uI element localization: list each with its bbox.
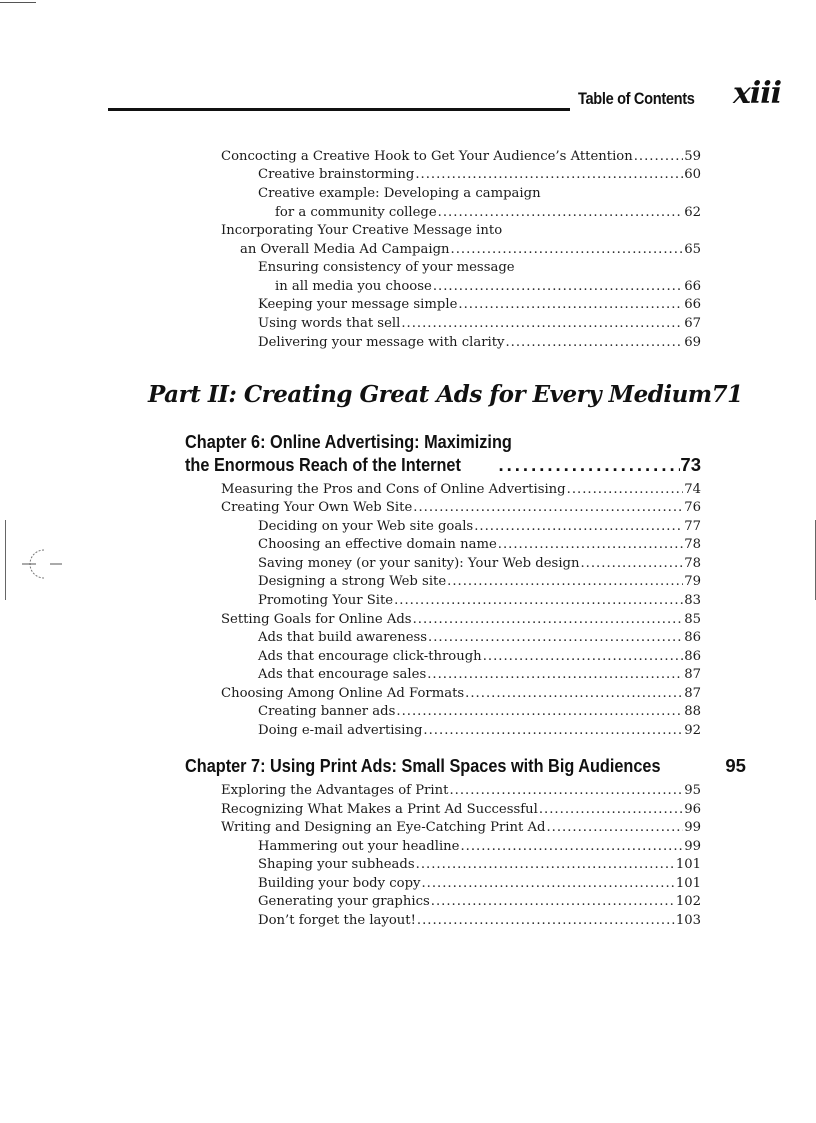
toc-entry-page: 66 — [684, 279, 701, 294]
toc-entry-title: Hammering out your headline — [258, 839, 460, 854]
toc-entry-page: 79 — [684, 574, 701, 589]
toc-entry-page: 67 — [684, 316, 701, 331]
toc-entry-page: 59 — [684, 149, 701, 164]
toc-entry-page: 96 — [684, 802, 701, 817]
toc-entry[interactable] — [258, 334, 701, 352]
toc-entry-page: 60 — [684, 167, 701, 182]
toc-entry-page: 102 — [675, 894, 701, 909]
toc-entry[interactable] — [221, 481, 701, 499]
toc-entry[interactable] — [258, 648, 701, 666]
toc-leader-dots — [421, 875, 674, 893]
chapter-title-line1: Chapter 6: Online Advertising: Maximizing — [185, 431, 512, 452]
toc-leader-dots — [396, 703, 683, 721]
toc-leader-dots — [427, 666, 683, 684]
toc-leader-dots — [413, 611, 684, 629]
toc-entry[interactable] — [258, 573, 701, 591]
chapter-page: 95 — [725, 755, 746, 776]
toc-entry-title: Building your body copy — [258, 876, 421, 891]
toc-entry-page: 99 — [684, 820, 701, 835]
toc-entry-page: 92 — [684, 723, 701, 738]
toc-leader-dots — [499, 453, 681, 476]
toc-entry[interactable] — [221, 222, 502, 240]
toc-entry-title: Exploring the Advantages of Print — [221, 783, 449, 798]
toc-entry[interactable] — [258, 592, 701, 610]
toc-entry[interactable] — [258, 296, 701, 314]
toc-entry[interactable] — [258, 722, 701, 740]
chapter-heading-6[interactable] — [185, 430, 701, 476]
toc-entry[interactable] — [221, 685, 701, 703]
toc-entry-page: 95 — [684, 783, 701, 798]
part-page: 71 — [711, 381, 743, 408]
toc-leader-dots — [431, 893, 675, 911]
toc-entry-title: Recognizing What Makes a Print Ad Successful — [221, 802, 538, 817]
toc-leader-dots — [546, 819, 683, 837]
toc-entry[interactable] — [258, 893, 701, 911]
toc-leader-dots — [447, 573, 683, 591]
toc-entry-title: Creating banner ads — [258, 704, 396, 719]
toc-entry-page: 99 — [684, 839, 701, 854]
toc-entry[interactable] — [258, 518, 701, 536]
toc-entry[interactable] — [221, 148, 701, 166]
toc-leader-dots — [567, 481, 684, 499]
toc-entry[interactable] — [258, 875, 701, 893]
toc-entry[interactable] — [275, 278, 701, 296]
toc-entry[interactable] — [258, 536, 701, 554]
toc-leader-dots — [401, 315, 683, 333]
toc-leader-dots — [451, 241, 684, 259]
toc-entry-title: Choosing Among Online Ad Formats — [221, 686, 465, 701]
toc-leader-dots — [505, 334, 683, 352]
crop-mark-left — [5, 520, 6, 600]
toc-entry-page: 66 — [684, 297, 701, 312]
toc-leader-dots — [417, 912, 675, 930]
toc-entry-page: 78 — [684, 537, 701, 552]
toc-entry-title: Designing a strong Web site — [258, 574, 447, 589]
toc-entry-title: Keeping your message simple — [258, 297, 458, 312]
toc-entry[interactable] — [258, 856, 701, 874]
chapter-title-line2: the Enormous Reach of the Internet — [185, 454, 461, 475]
toc-entry-page: 78 — [684, 556, 701, 571]
crop-mark-top — [0, 2, 36, 3]
toc-entry-page: 101 — [675, 857, 701, 872]
toc-entry-title: Saving money (or your sanity): Your Web design — [258, 556, 580, 571]
toc-entry-title: Creative example: Developing a campaign — [258, 186, 541, 201]
toc-entry-page: 74 — [684, 482, 701, 497]
toc-entry-title: Incorporating Your Creative Message into — [221, 223, 503, 238]
toc-entry[interactable] — [258, 629, 701, 647]
header-rule — [108, 108, 570, 111]
toc-leader-dots — [539, 801, 683, 819]
toc-entry[interactable] — [275, 204, 701, 222]
toc-entry-page: 87 — [684, 686, 701, 701]
toc-leader-dots — [433, 278, 683, 296]
toc-leader-dots — [428, 629, 683, 647]
toc-entry[interactable] — [258, 555, 701, 573]
toc-leader-dots — [416, 856, 675, 874]
toc-entry-title: in all media you choose — [275, 279, 432, 294]
toc-entry-title: an Overall Media Ad Campaign — [240, 242, 450, 257]
toc-entry-page: 77 — [684, 519, 701, 534]
chapter-page: 73 — [680, 454, 701, 475]
toc-entry-page: 86 — [684, 630, 701, 645]
toc-entry[interactable] — [221, 611, 701, 629]
toc-leader-dots — [413, 499, 683, 517]
toc-leader-dots — [465, 685, 683, 703]
toc-entry[interactable] — [221, 819, 701, 837]
toc-entry[interactable] — [258, 703, 701, 721]
toc-leader-dots — [415, 166, 683, 184]
toc-entry[interactable] — [258, 315, 701, 333]
part-heading[interactable] — [148, 381, 743, 408]
toc-entry-page: 62 — [684, 205, 701, 220]
toc-entry-title: Measuring the Pros and Cons of Online Advertising — [221, 482, 566, 497]
toc-leader-dots — [438, 204, 684, 222]
toc-entry-page: 83 — [684, 593, 701, 608]
toc-entry-page: 85 — [684, 612, 701, 627]
toc-entry-title: Using words that sell — [258, 316, 401, 331]
toc-entry-page: 103 — [675, 913, 701, 928]
toc-leader-dots — [449, 782, 683, 800]
toc-leader-dots — [423, 722, 683, 740]
toc-entry-page: 69 — [684, 335, 701, 350]
toc-entry[interactable] — [221, 801, 701, 819]
toc-entry-page: 101 — [675, 876, 701, 891]
toc-entry-title: Generating your graphics — [258, 894, 430, 909]
toc-entry[interactable] — [258, 185, 541, 203]
toc-leader-dots — [458, 296, 683, 314]
toc-entry-page: 88 — [684, 704, 701, 719]
toc-entry[interactable] — [258, 166, 701, 184]
toc-entry-title: Promoting Your Site — [258, 593, 394, 608]
toc-entry-title: Setting Goals for Online Ads — [221, 612, 412, 627]
toc-entry-title: Writing and Designing an Eye-Catching Print Ad — [221, 820, 546, 835]
toc-entry-title: Ads that encourage click-through — [258, 649, 482, 664]
toc-entry-title: Deciding on your Web site goals — [258, 519, 474, 534]
toc-entry[interactable] — [258, 912, 701, 930]
toc-entry[interactable] — [221, 499, 701, 517]
toc-leader-dots — [580, 555, 683, 573]
toc-entry-title: Creating Your Own Web Site — [221, 500, 413, 515]
toc-leader-dots — [474, 518, 683, 536]
toc-entry[interactable] — [221, 782, 701, 800]
toc-entry-title: Ensuring consistency of your message — [258, 260, 515, 275]
toc-leader-dots — [394, 592, 683, 610]
chapter-title: Chapter 7: Using Print Ads: Small Spaces with Big Audiences — [185, 755, 661, 776]
toc-entry[interactable] — [258, 838, 701, 856]
toc-leader-dots — [483, 648, 684, 666]
toc-entry[interactable] — [258, 259, 515, 277]
toc-entry-page: 87 — [684, 667, 701, 682]
toc-entry-title: Doing e-mail advertising — [258, 723, 423, 738]
toc-entry[interactable] — [240, 241, 701, 259]
toc-entry-title: Ads that encourage sales — [258, 667, 427, 682]
toc-leader-dots — [498, 536, 683, 554]
toc-entry-title: Creative brainstorming — [258, 167, 415, 182]
toc-entry-title: Shaping your subheads — [258, 857, 415, 872]
toc-entry-title: Delivering your message with clarity — [258, 335, 505, 350]
toc-leader-dots — [460, 838, 683, 856]
toc-leader-dots — [634, 148, 683, 166]
toc-entry-page: 65 — [684, 242, 701, 257]
toc-entry[interactable] — [258, 666, 701, 684]
toc-entry-page: 86 — [684, 649, 701, 664]
page-number: xiii — [733, 76, 782, 111]
toc-entry-title: Choosing an effective domain name — [258, 537, 497, 552]
toc-entry-title: Ads that build awareness — [258, 630, 428, 645]
toc-entry-title: Don’t forget the layout! — [258, 913, 416, 928]
chapter-heading-7[interactable] — [185, 754, 746, 777]
part-title: Part II: Creating Great Ads for Every Medium — [148, 381, 712, 408]
toc-entry-title: for a community college — [275, 205, 437, 220]
toc-entry-page: 76 — [684, 500, 701, 515]
toc-entry-title: Concocting a Creative Hook to Get Your Audience’s Attention — [221, 149, 633, 164]
registration-mark-icon — [22, 544, 62, 584]
running-header-title: Table of Contents — [578, 89, 695, 108]
